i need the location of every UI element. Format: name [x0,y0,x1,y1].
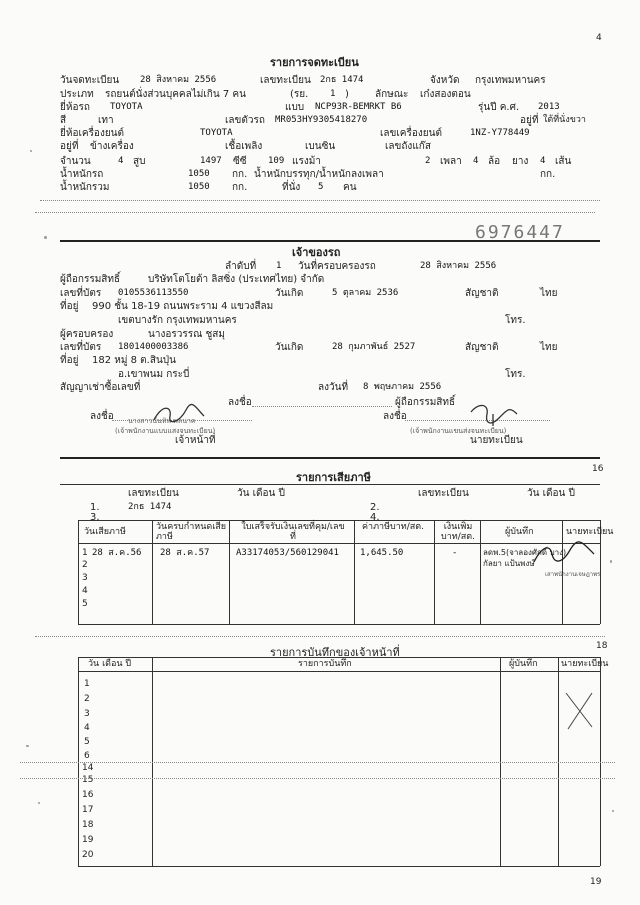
officer-row-number: 18 [82,820,94,830]
registrar-sign-label: ลงชื่อ [383,411,407,422]
occupant-address-2: อ.เขาพนม กระบี่ [118,369,190,380]
seats: 5 [318,182,324,192]
tax-table-border [78,520,79,624]
scan-speck [44,236,47,239]
tax-plate-header-2: เลขทะเบียน [418,488,469,499]
vin-location: ใต้ที่นั่งขวา [543,115,586,125]
vehicle-type: รถยนต์นั่งส่วนบุคคลไม่เกิน 7 คน [105,89,246,100]
officer-table-border [78,657,600,658]
province: กรุงเทพมหานคร [475,75,546,86]
officer-col-recorder: ผู้บันทึก [509,659,538,669]
tax-row-number: 4 [82,586,88,596]
possession-date: 28 สิงหาคม 2556 [420,261,497,271]
tires: 4 [540,156,546,166]
load-unit: กก. [540,169,556,180]
holder-nationality-label: สัญชาติ [465,288,499,299]
tax-col-recorder: ผู้บันทึก [505,527,534,537]
cylinders: 4 [118,156,124,166]
occupant-address-1: 182 หมู่ 8 ต.สินปุ่น [92,355,176,366]
tire-unit: เส้น [555,156,572,167]
officer-row-number: 16 [82,790,94,800]
engine-location: ข้างเครื่อง [90,141,134,152]
tax-row-number: 3 [82,573,88,583]
engine-number-label: เลขเครื่องยนต์ [380,128,442,139]
tax-date-header-2: วัน เดือน ปี [527,488,575,499]
officer-row-number: 6 [84,751,90,761]
tax-registrar-note: เสาพนักงานเจษฎาพร [545,571,601,578]
tax-recorder-name: กัลยา แป้นพงษ์ [483,559,535,568]
registration-title: รายการจดทะเบียน [270,56,359,69]
officer-row-number: 3 [84,709,90,719]
tax-col-amount: ค่าภาษีบาท/สต. [362,522,424,532]
scan-speck [26,745,29,747]
load-label: น้ำหนักบรรทุก/น้ำหนักลงเพลา [254,169,384,180]
noise-line [35,212,595,213]
noise-line [40,200,600,201]
officer-col-date: วัน เดือน ปี [88,659,132,669]
holder-id-label: เลขที่บัตร [60,288,102,299]
province-label: จังหวัด [430,75,460,86]
rs-label: (รย. [290,89,309,100]
tax-line-4: 4. [370,512,380,523]
reg-date-label: วันจดทะเบียน [60,75,120,86]
tax-row-number: 2 [82,560,88,570]
noise-line [20,778,615,779]
model: NCP93R-BEMRKT B6 [315,102,402,112]
officer-row-number: 17 [82,805,94,815]
officer-row-number: 5 [84,737,90,747]
tax-line-2: 2. [370,502,380,513]
quantity-label: จำนวน [60,156,91,167]
engine-location-label: อยู่ที่ [60,141,79,152]
serial-stamp: 6976447 [475,222,565,243]
rs-code: 1 [330,89,336,99]
engine-number: 1NZ-Y778449 [470,128,530,138]
page-number-officer: 18 [596,641,608,651]
officer-table-border [78,866,600,867]
page-number-bottom: 19 [590,877,602,887]
occupant-tel-label: โทร. [505,369,526,380]
officer-row-number: 20 [82,850,94,860]
occupant-id-label: เลขที่บัตร [60,342,102,353]
officer-row-number: 14 [82,763,94,773]
plate-number: 2กธ 1474 [320,75,364,85]
reg-date: 28 สิงหาคม 2556 [140,75,217,85]
tax-recorder: ลดพ.5(จาลองศักดิ์ บาง) [483,548,567,557]
officer-sign-label: ลงชื่อ [90,411,114,422]
tax-table-border [78,520,600,521]
tax-col-registrar: นายทะเบียน [566,527,614,537]
scan-speck [610,560,612,563]
occupant-nationality-label: สัญชาติ [465,342,499,353]
cc-unit: ซีซี [233,156,247,167]
sequence-label: ลำดับที่ [225,261,257,272]
vehicle-style: เก๋งสองตอน [420,89,471,100]
gross-weight-unit: กก. [232,182,248,193]
model-label: แบบ [285,102,305,113]
section-divider [60,240,600,242]
color: เทา [98,115,114,126]
tax-title: รายการเสียภาษี [296,471,371,484]
vin-label: เลขตัวรถ [225,115,265,126]
officer-name: นางสาวนันทิพ พลนาค [128,417,196,425]
wheel-unit: ล้อ [488,156,501,167]
tax-receipt-number: A33174053/560129041 [236,548,339,558]
owner-title: เจ้าของรถ [292,246,341,259]
occupant-nationality: ไทย [540,342,558,353]
wheels: 4 [473,156,479,166]
holder-address-2: เขตบางรัก กรุงเทพมหานคร [118,315,237,326]
owner-sign-line [252,406,392,407]
page-number-tax: 16 [592,464,604,474]
plate-label: เลขทะเบียน [260,75,311,86]
tax-table-border [434,520,435,624]
tax-paid-date: 28 ส.ค.56 [92,548,142,558]
model-year: 2013 [538,102,560,112]
possession-date-label: วันที่ครอบครองรถ [298,261,376,272]
officer-row-number: 19 [82,835,94,845]
brand: TOYOTA [110,102,143,112]
tax-date-header: วัน เดือน ปี [237,488,285,499]
style-label: ลักษณะ [375,89,409,100]
tax-col-paid: วันเสียภาษี [84,527,126,537]
officer-records-title: รายการบันทึกของเจ้าหน้าที่ [270,646,400,659]
tax-row-number: 5 [82,599,88,609]
tax-col-due: วันครบกำหนดเสียภาษี [156,522,227,543]
officer-col-registrar: นายทะเบียน [561,659,609,669]
registrar-note: (เจ้าพนักงานแขนส่งจนทะเบียน) [410,427,507,435]
tax-table-border [480,520,481,624]
tax-line-3: 3. [90,512,100,523]
holder-label: ผู้ถือกรรมสิทธิ์ [60,274,121,285]
tax-table-border [152,520,153,624]
fuel: เบนซิน [305,141,336,152]
seats-unit: คน [343,182,357,193]
tax-table-border [78,543,600,544]
registrar-role: นายทะเบียน [470,435,523,446]
weight-unit: กก. [232,169,248,180]
cylinder-unit: สูบ [133,156,146,167]
tax-due-date: 28 ส.ค.57 [160,548,210,558]
engine-brand-label: ยี่ห้อเครื่องยนต์ [60,128,125,139]
brand-label: ยี่ห้อรถ [60,102,90,113]
engine-brand: TOYOTA [200,128,233,138]
officer-row-number: 4 [84,723,90,733]
occupant-label: ผู้ครอบครอง [60,329,114,340]
vin-location-label: อยู่ที่ [520,115,539,126]
holder-name: บริษัทโตโยต้า ลิสซิ่ง (ประเทศไทย) จำกัด [148,274,325,285]
tax-table-border [78,624,600,625]
engine-cc: 1497 [200,156,222,166]
contract-date: 8 พฤษภาคม 2556 [363,382,442,392]
rs-close: ) [345,89,349,100]
owner-sign-role: ผู้ถือกรรมสิทธิ์ [395,397,456,408]
tax-col-receipt: ใบเสร็จรับเงินเลขที่คุม/เลขที่ [241,522,345,543]
tax-plate-header: เลขทะเบียน [128,488,179,499]
noise-line [20,762,615,763]
tax-table-border [229,520,230,624]
axles: 2 [425,156,431,166]
year-label: รุ่นปี ค.ศ. [478,102,520,113]
section-divider [60,457,600,459]
vin: MR053HY9305418270 [275,115,368,125]
horsepower-unit: แรงม้า [292,156,321,167]
type-label: ประเภท [60,89,94,100]
officer-signature [150,402,210,426]
tire-label: ยาง [512,156,529,167]
contract-date-label: ลงวันที่ [318,382,349,393]
occupant-address-label: ที่อยู่ [60,355,79,366]
scan-speck [612,810,614,812]
tax-line-1: 1. [90,502,100,513]
gross-weight-label: น้ำหนักรวม [60,182,110,193]
officer-col-record: รายการบันทึก [298,659,352,669]
officer-role: เจ้าหน้าที่ [175,435,216,446]
scan-speck [38,802,40,804]
tax-extra: - [452,548,458,558]
contract-label: สัญญาเช่าซื้อเลขที่ [60,382,141,393]
occupant-birth: 28 กุมภาพันธ์ 2527 [332,342,416,352]
color-label: สี [60,115,67,126]
tax-amount: 1,645.50 [360,548,404,558]
officer-row-number: 2 [84,694,90,704]
axle-unit: เพลา [440,156,462,167]
owner-sign-label: ลงชื่อ [228,397,252,408]
holder-nationality: ไทย [540,288,558,299]
vehicle-weight: 1050 [188,169,210,179]
holder-address-1: 990 ชั้น 18-19 ถนนพระราม 4 แขวงสีลม [92,301,274,312]
sequence-number: 1 [276,261,282,271]
holder-tel-label: โทร. [505,315,526,326]
scan-speck [30,150,32,152]
tax-col-extra: เงินเพิ่มบาท/สต. [441,522,475,543]
officer-registrar-mark [562,685,598,735]
officer-row-number: 1 [84,679,90,689]
tax-registrar-signature [530,540,600,570]
occupant-birth-label: วันเกิด [275,342,304,353]
seats-label: ที่นั่ง [282,182,301,193]
tax-table-border [354,520,355,624]
occupant-name: นางอรวรรณ ชูสมุ [148,329,226,340]
tax-plate-1: 2กธ 1474 [128,502,172,512]
holder-address-label: ที่อยู่ [60,301,79,312]
tax-divider [60,484,600,485]
page-number-top: 4 [596,33,602,43]
holder-birth-label: วันเกิด [275,288,304,299]
occupant-id: 1801400003386 [118,342,189,352]
registrar-signature [465,402,525,428]
officer-note: (เจ้าพนักงานแบบแสงจนทะเบียน) [115,427,216,435]
holder-birth: 5 ตุลาคม 2536 [332,288,399,298]
noise-line [35,636,605,637]
gas-tank-label: เลขถังแก๊ส [385,141,431,152]
fuel-label: เชื้อเพลิง [225,141,263,152]
holder-id: 0105536113550 [118,288,189,298]
tax-row-number: 1 [82,548,88,558]
officer-table-border [78,671,600,672]
weight-label: น้ำหนักรถ [60,169,104,180]
officer-row-number: 15 [82,775,94,785]
horsepower: 109 [268,156,285,166]
gross-weight: 1050 [188,182,210,192]
